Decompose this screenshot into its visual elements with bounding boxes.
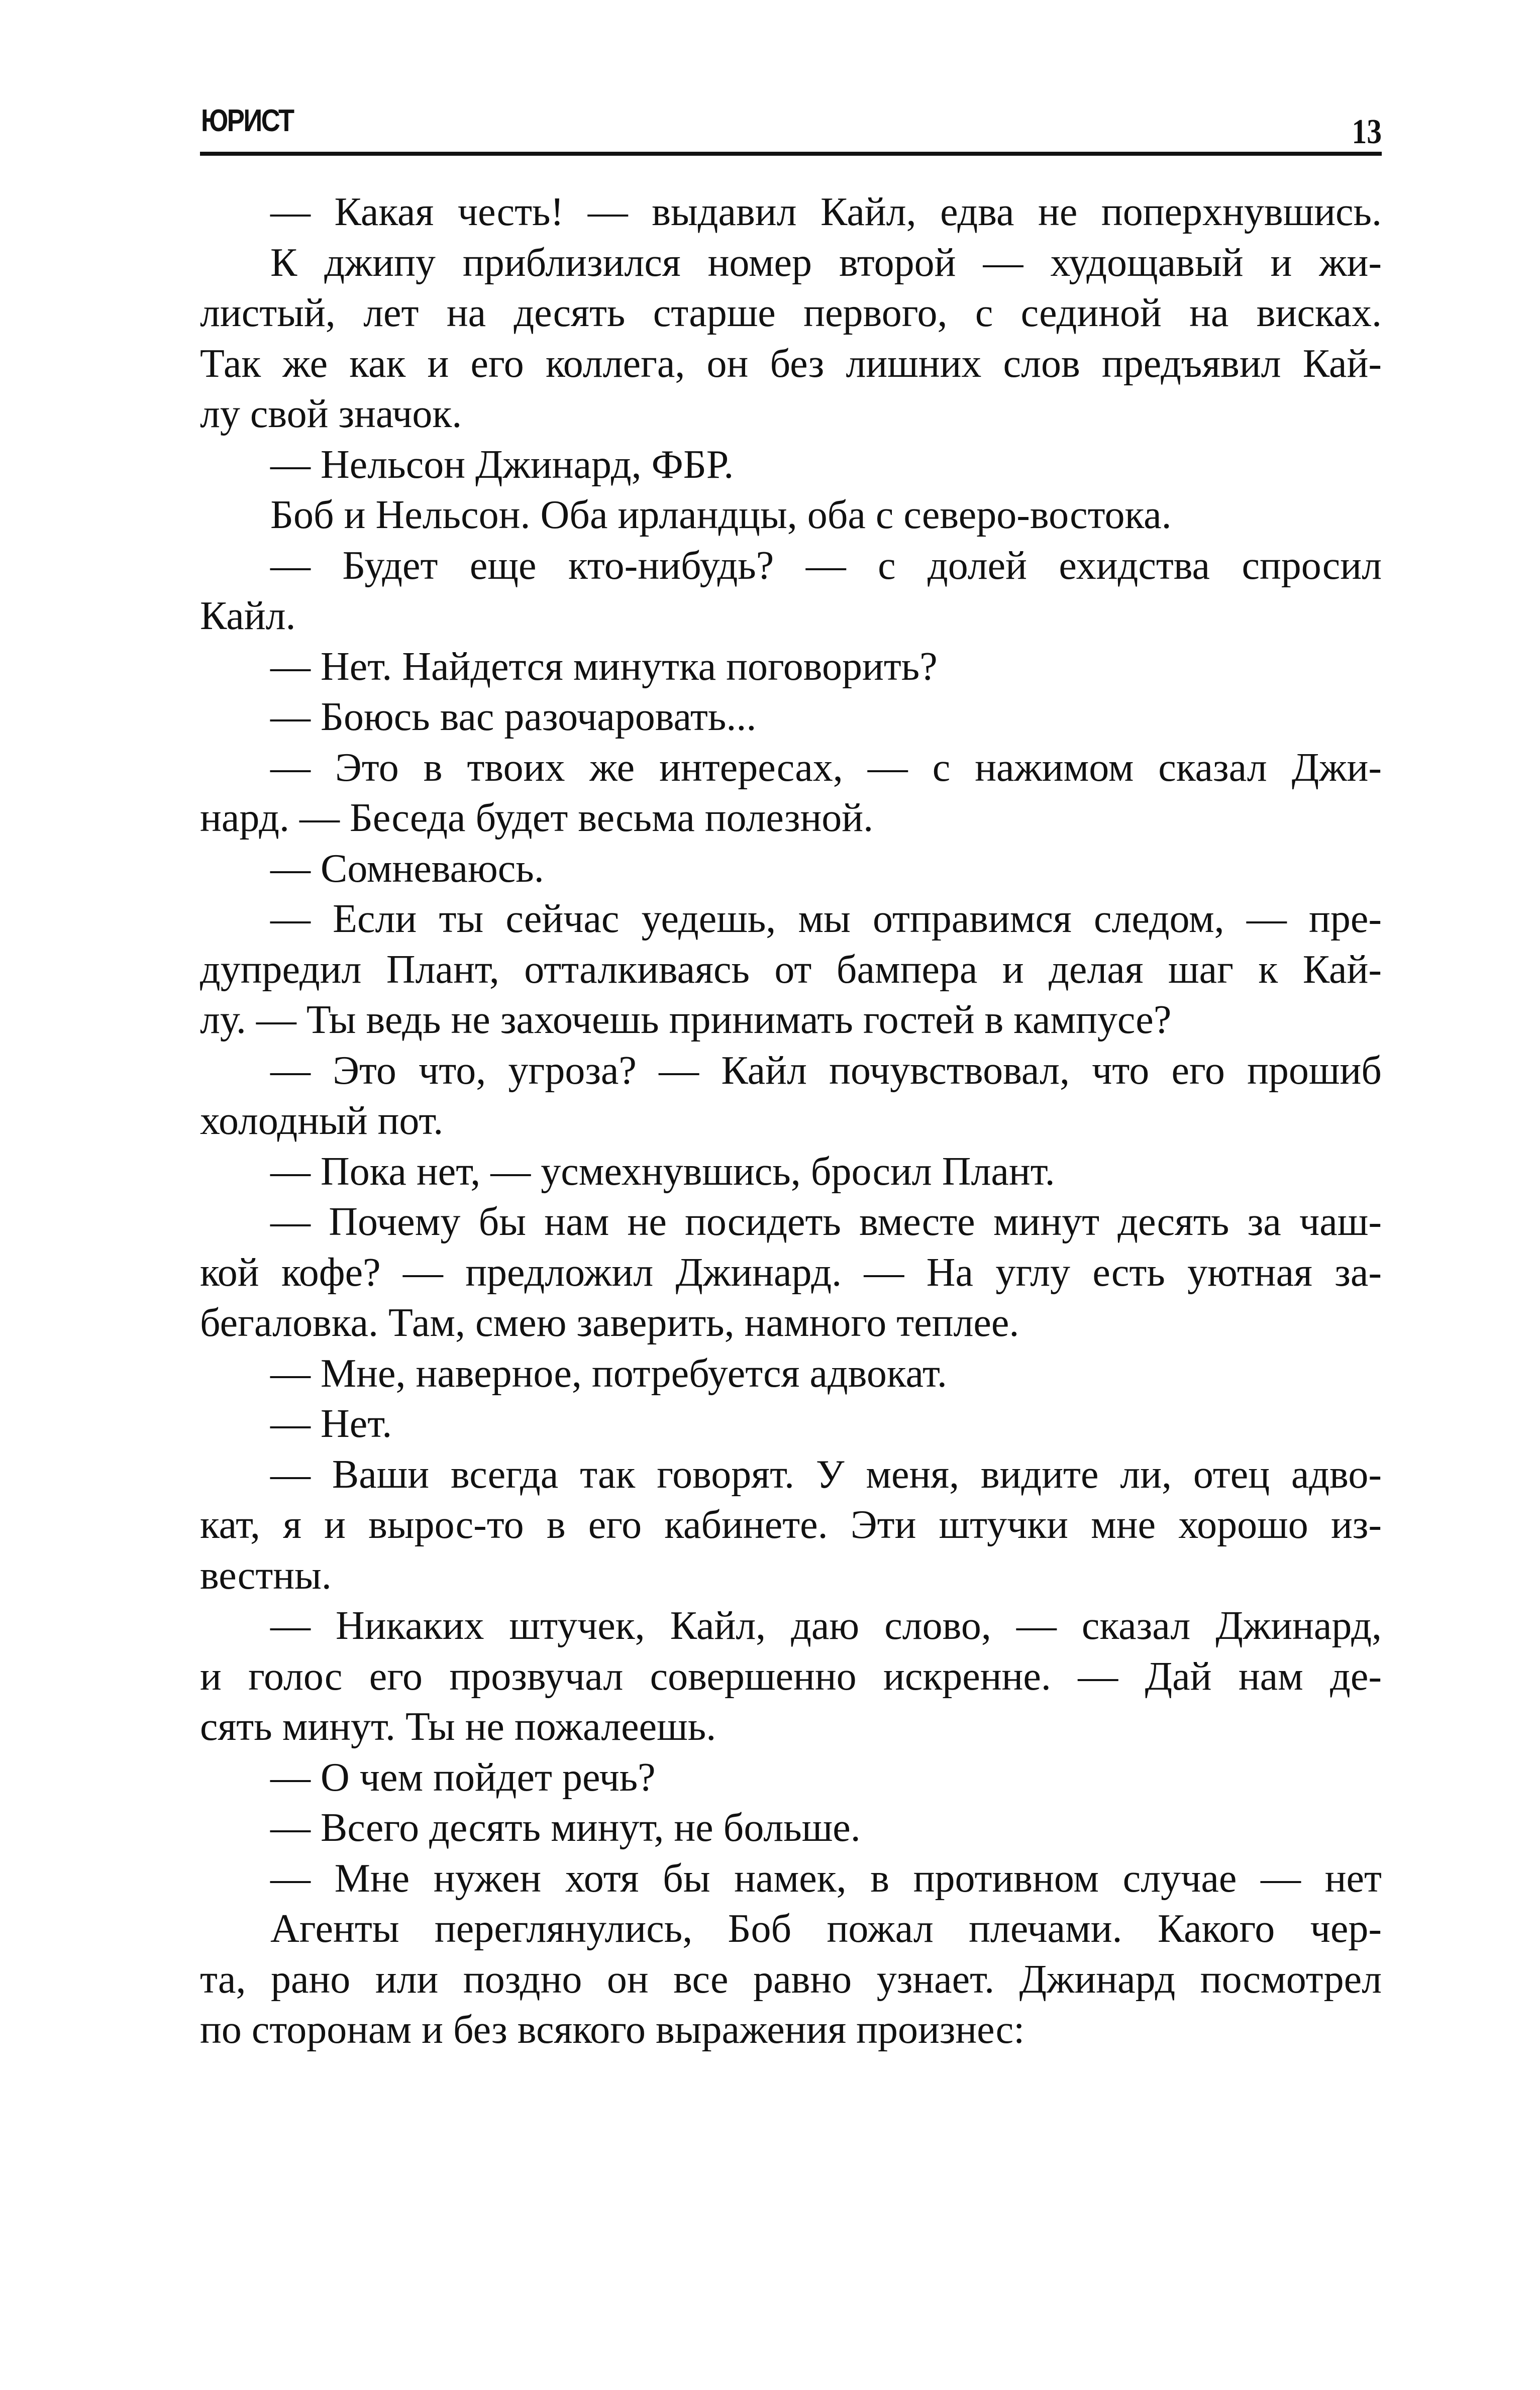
text-line: — Будет еще кто-нибудь? — с долей ехидства спросил (270, 543, 1382, 588)
text-line: К джипу приблизился номер второй — худощавый и жи- (270, 240, 1382, 285)
text-line: лу свой значок. (200, 392, 462, 436)
text-line: — Это в твоих же интересах, — с нажимом сказал Джи- (270, 745, 1382, 790)
page-number: 13 (1352, 113, 1382, 151)
page-header (200, 103, 1382, 151)
body-text (200, 187, 1382, 2055)
text-line: Боб и Нельсон. Оба ирландцы, оба с северо-востока. (270, 493, 1172, 537)
text-line: нард. — Беседа будет весьма полезной. (200, 796, 874, 840)
header-rule (200, 152, 1382, 156)
text-line: — Боюсь вас разочаровать... (270, 695, 757, 739)
text-line: та, рано или поздно он все равно узнает. Джинард посмотрел (200, 1957, 1382, 2002)
text-line: — Какая честь! — выдавил Кайл, едва не поперхнувшись. (270, 190, 1382, 234)
text-line: по сторонам и без всякого выражения произнес: (200, 2008, 1025, 2052)
text-line: Так же как и его коллега, он без лишних слов предъявил Кай- (200, 341, 1382, 386)
text-line: сять минут. Ты не пожалеешь. (200, 1705, 716, 1749)
text-line: холодный пот. (200, 1099, 444, 1143)
text-line: листый, лет на десять старше первого, с сединой на висках. (200, 291, 1382, 335)
text-line: бегаловка. Там, смею заверить, намного теплее. (200, 1301, 1019, 1345)
text-line: кат, я и вырос-то в его кабинете. Эти штучки мне хорошо из- (200, 1503, 1382, 1547)
book-page (200, 0, 1382, 2390)
text-line: — Если ты сейчас уедешь, мы отправимся следом, — пре- (270, 897, 1382, 941)
text-line: — Сомневаюсь. (270, 846, 544, 891)
text-line: — Почему бы нам не посидеть вместе минут десять за чаш- (270, 1200, 1382, 1244)
text-line: — Нет. (270, 1402, 392, 1446)
text-line: — Пока нет, — усмехнувшись, бросил Плант. (270, 1149, 1055, 1194)
text-line: — Нет. Найдется минутка поговорить? (270, 644, 938, 689)
text-line: — Это что, угроза? — Кайл почувствовал, что его прошиб (270, 1048, 1382, 1093)
text-line: Кайл. (200, 594, 296, 638)
text-line: и голос его прозвучал совершенно искренне. — Дай нам де- (200, 1654, 1382, 1699)
text-line: — Мне, наверное, потребуется адвокат. (270, 1351, 947, 1396)
text-line: — О чем пойдет речь? (270, 1755, 656, 1800)
text-line: лу. — Ты ведь не захочешь принимать гостей в кампусе? (200, 998, 1172, 1042)
text-line: дупредил Плант, отталкиваясь от бампера и делая шаг к Кай- (200, 947, 1382, 992)
text-line: — Мне нужен хотя бы намек, в противном случае — нет (270, 1856, 1382, 1901)
text-line: Агенты переглянулись, Боб пожал плечами. Какого чер- (270, 1907, 1382, 1951)
text-line: — Нельсон Джинард, ФБР. (270, 442, 734, 487)
text-line: — Ваши всегда так говорят. У меня, видите ли, отец адво- (270, 1452, 1382, 1497)
text-line: — Никаких штучек, Кайл, даю слово, — сказал Джинард, (270, 1604, 1382, 1648)
text-line: кой кофе? — предложил Джинард. — На углу есть уютная за- (200, 1250, 1382, 1295)
running-title: ЮРИСТ (201, 103, 293, 138)
text-line: — Всего десять минут, не больше. (270, 1806, 861, 1850)
text-line: вестны. (200, 1553, 332, 1598)
